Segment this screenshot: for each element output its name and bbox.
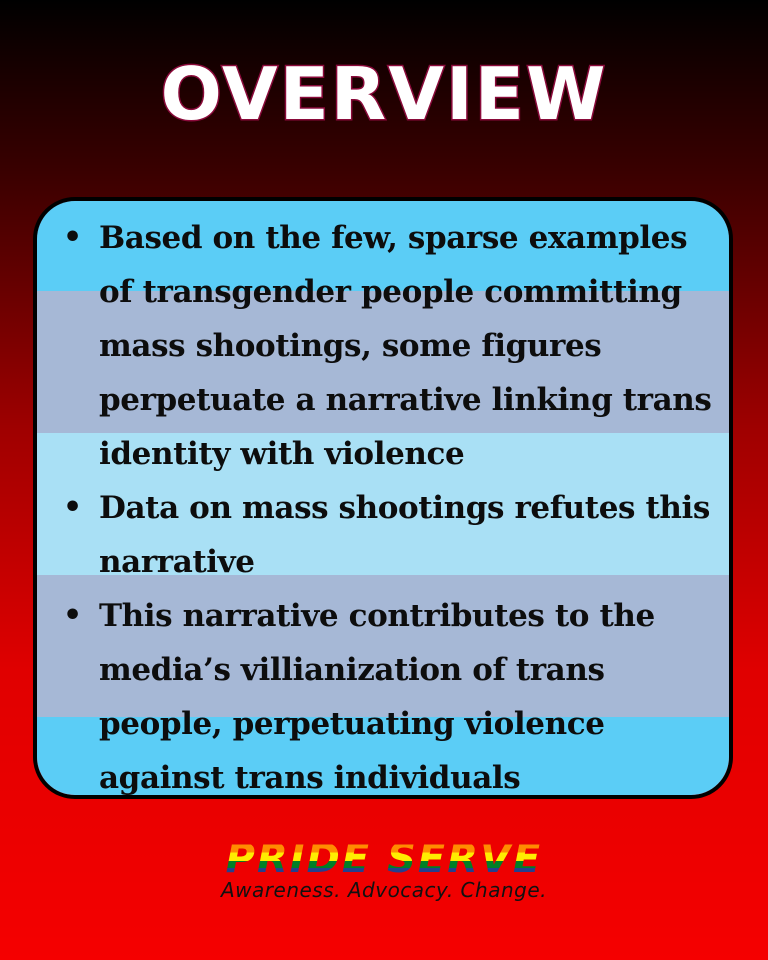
bullet-text: This narrative contributes to the media’s villianization of trans people, perpetuating violence against trans individuals — [99, 598, 655, 796]
bullet-item — [63, 481, 719, 589]
bullet-dot-icon: • — [63, 490, 82, 525]
bullet-text: Based on the few, sparse examples of transgender people committing mass shootings, some figures perpetuate a narrative linking trans identity with violence — [99, 220, 712, 472]
brand-tagline: Awareness. Advocacy. Change. — [221, 878, 547, 902]
bullet-list — [37, 211, 729, 799]
bullet-item — [63, 589, 719, 799]
overview-card — [33, 197, 733, 799]
page-title: OVERVIEW — [160, 52, 608, 136]
bullet-dot-icon: • — [63, 220, 82, 255]
bullet-text: Data on mass shootings refutes this narrative — [99, 490, 710, 580]
brand-name: PRIDE SERVE — [0, 836, 768, 882]
bullet-dot-icon: • — [63, 598, 82, 633]
brand-logo — [0, 836, 768, 902]
bullet-item — [63, 211, 719, 481]
